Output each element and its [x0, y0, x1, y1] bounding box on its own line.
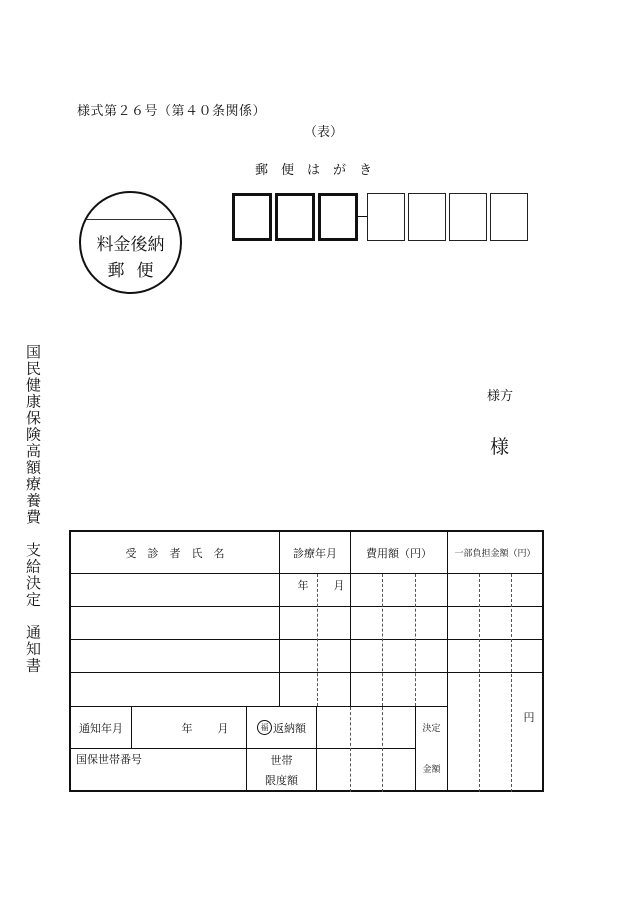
row1-year-label: 年 — [297, 579, 309, 592]
recipient-honorific: 様 — [490, 436, 510, 458]
dash-cost-1 — [382, 574, 383, 706]
table-border-bottom — [69, 790, 544, 792]
recipient-address-suffix: 様方 — [487, 389, 514, 404]
form-number: 様式第２６号（第４０条関係） — [77, 104, 267, 119]
rule-v-notice-label-end — [131, 706, 132, 748]
notice-year-label: 年 — [181, 721, 193, 735]
household-number-label: 国保世帯番号 — [76, 753, 142, 766]
fuku-circle-mark: 福 — [257, 720, 272, 735]
recipient-name-cell[interactable] — [71, 574, 279, 606]
rule-v-refund-label-end — [316, 706, 317, 792]
postcard-label: 郵便はがき — [255, 163, 386, 178]
table-border-right — [542, 530, 544, 792]
stamp-line-2: 郵便 — [107, 261, 166, 281]
refund-amount-label — [247, 707, 316, 748]
household-label: 世帯 — [270, 754, 293, 767]
recipient-name-cell[interactable] — [71, 607, 279, 639]
dash-copay-1 — [479, 574, 480, 792]
header-cost-amount: 費用額（円） — [366, 546, 432, 560]
dash-month — [317, 574, 318, 706]
notice-date-label: 通知年月 — [79, 721, 123, 735]
dash-refund-2 — [382, 707, 383, 792]
row1-month-label: 月 — [333, 579, 345, 592]
notice-month-label: 月 — [217, 721, 229, 735]
limit-amount-label: 限度額 — [265, 774, 298, 787]
front-side-mark: （表） — [304, 125, 344, 140]
yen-label: 円 — [523, 711, 535, 724]
header-treatment-month: 診療年月 — [293, 546, 337, 560]
dash-cost-2 — [415, 574, 416, 706]
document-title-vertical: 国民健康保険高額療養費 支給決定 通知書 — [24, 344, 42, 674]
household-number-field[interactable] — [71, 768, 246, 790]
amount-label: 金額 — [422, 764, 441, 775]
recipient-name-cell[interactable] — [71, 673, 279, 706]
rule-h-6 — [69, 748, 415, 749]
recipient-name-cell[interactable] — [71, 640, 279, 672]
dash-refund-1 — [350, 707, 351, 792]
refund-label-text: 返納額 — [273, 721, 306, 735]
header-recipient-name: 受 診 者 氏 名 — [125, 546, 225, 560]
stamp-line-1: 料金後納 — [96, 235, 165, 255]
dash-copay-2 — [511, 574, 512, 792]
header-copay-amount: 一部負担金額（円） — [454, 549, 536, 559]
decision-label: 決定 — [422, 723, 441, 734]
